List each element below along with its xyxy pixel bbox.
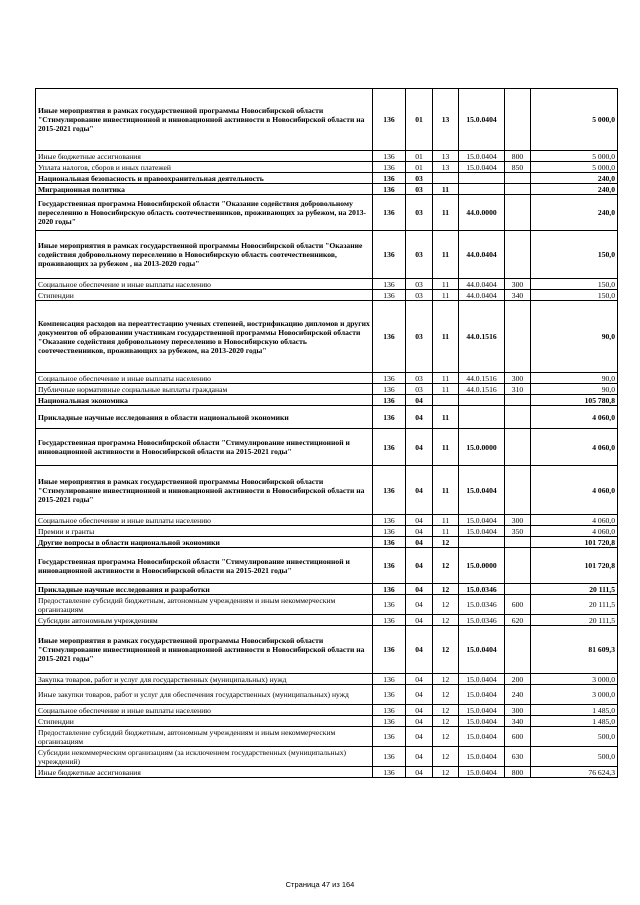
row-expense-type-cell: 850 (505, 162, 531, 173)
row-ved-cell: 136 (373, 279, 406, 290)
row-expense-type-cell: 240 (505, 685, 531, 705)
row-subsection-cell: 12 (433, 595, 459, 615)
row-section-cell: 01 (406, 162, 433, 173)
row-ved-cell: 136 (373, 526, 406, 537)
row-subsection-cell: 11 (433, 526, 459, 537)
row-section-cell: 04 (406, 674, 433, 685)
row-name-cell: Премии и гранты (36, 526, 373, 537)
row-ved-cell: 136 (373, 685, 406, 705)
row-sum-cell: 90,0 (531, 373, 618, 384)
row-subsection-cell: 11 (433, 301, 459, 373)
row-target-code-cell: 44.0.1516 (459, 373, 505, 384)
table-row (36, 526, 618, 537)
table-row (36, 279, 618, 290)
row-name-cell: Субсидии автономным учреждениям (36, 615, 373, 626)
row-subsection-cell: 12 (433, 615, 459, 626)
row-section-cell: 04 (406, 767, 433, 778)
row-subsection-cell: 11 (433, 373, 459, 384)
row-expense-type-cell (505, 184, 531, 195)
row-target-code-cell: 15.0.0346 (459, 615, 505, 626)
row-target-code-cell: 15.0.0404 (459, 747, 505, 767)
row-subsection-cell: 12 (433, 716, 459, 727)
table-row (36, 290, 618, 301)
table-row (36, 767, 618, 778)
row-target-code-cell: 15.0.0346 (459, 595, 505, 615)
table-row (36, 231, 618, 279)
row-sum-cell: 1 485,0 (531, 716, 618, 727)
table-row (36, 395, 618, 406)
row-sum-cell: 90,0 (531, 301, 618, 373)
table-row (36, 537, 618, 548)
row-expense-type-cell: 350 (505, 526, 531, 537)
row-subsection-cell: 12 (433, 705, 459, 716)
row-ved-cell: 136 (373, 406, 406, 429)
row-expense-type-cell: 630 (505, 747, 531, 767)
table-row (36, 151, 618, 162)
row-section-cell: 03 (406, 384, 433, 395)
row-sum-cell: 81 609,3 (531, 626, 618, 674)
row-expense-type-cell: 340 (505, 716, 531, 727)
row-ved-cell: 136 (373, 89, 406, 151)
row-sum-cell: 4 060,0 (531, 466, 618, 515)
row-subsection-cell: 11 (433, 184, 459, 195)
row-section-cell: 01 (406, 89, 433, 151)
row-expense-type-cell (505, 406, 531, 429)
row-name-cell: Компенсация расходов на переаттестацию ученых степеней, нострификацию дипломов и других документов об образовании участникам государственной программы Новосибирской области "Оказание содействия добровольному переселению в Новосибирскую область соотечественников, проживающих за рубежом, на 2013-2020 годы" (36, 301, 373, 373)
row-target-code-cell: 15.0.0404 (459, 526, 505, 537)
row-section-cell: 04 (406, 626, 433, 674)
row-target-code-cell (459, 173, 505, 184)
table-row (36, 615, 618, 626)
row-target-code-cell: 44.0.1516 (459, 384, 505, 395)
row-section-cell: 04 (406, 685, 433, 705)
row-subsection-cell: 11 (433, 515, 459, 526)
row-name-cell: Иные бюджетные ассигнования (36, 767, 373, 778)
row-section-cell: 04 (406, 548, 433, 584)
row-target-code-cell: 15.0.0404 (459, 515, 505, 526)
row-section-cell: 04 (406, 716, 433, 727)
table-row (36, 89, 618, 151)
row-sum-cell: 4 060,0 (531, 429, 618, 466)
row-subsection-cell: 11 (433, 406, 459, 429)
row-expense-type-cell (505, 537, 531, 548)
page-number-label: Страница 47 из 164 (285, 880, 355, 889)
table-row (36, 515, 618, 526)
row-subsection-cell: 12 (433, 674, 459, 685)
row-target-code-cell: 44.0.0404 (459, 290, 505, 301)
row-subsection-cell (433, 395, 459, 406)
row-sum-cell: 4 060,0 (531, 406, 618, 429)
table-row (36, 626, 618, 674)
row-expense-type-cell: 310 (505, 384, 531, 395)
row-expense-type-cell (505, 301, 531, 373)
row-sum-cell: 3 000,0 (531, 685, 618, 705)
row-ved-cell: 136 (373, 290, 406, 301)
budget-page (35, 88, 617, 778)
row-expense-type-cell (505, 195, 531, 231)
row-section-cell: 04 (406, 406, 433, 429)
row-sum-cell: 101 720,8 (531, 537, 618, 548)
table-row (36, 429, 618, 466)
row-sum-cell: 20 111,5 (531, 615, 618, 626)
row-target-code-cell (459, 537, 505, 548)
row-target-code-cell: 15.0.0000 (459, 429, 505, 466)
table-row (36, 548, 618, 584)
row-sum-cell: 101 720,8 (531, 548, 618, 584)
table-body (36, 89, 618, 778)
row-subsection-cell: 13 (433, 162, 459, 173)
table-row (36, 584, 618, 595)
table-row (36, 466, 618, 515)
row-subsection-cell: 12 (433, 685, 459, 705)
row-expense-type-cell: 800 (505, 151, 531, 162)
row-sum-cell: 3 000,0 (531, 674, 618, 685)
table-row (36, 195, 618, 231)
row-section-cell: 04 (406, 395, 433, 406)
row-subsection-cell: 13 (433, 89, 459, 151)
row-name-cell: Иные мероприятия в рамках государственной программы Новосибирской области "Оказание содействия добровольному переселению в Новосибирскую область соотечественников, проживающих за рубежом , на 2013-2020 годы" (36, 231, 373, 279)
row-name-cell: Национальная безопасность и правоохранительная деятельность (36, 173, 373, 184)
row-ved-cell: 136 (373, 615, 406, 626)
row-target-code-cell: 15.0.0404 (459, 162, 505, 173)
row-ved-cell: 136 (373, 537, 406, 548)
row-sum-cell: 20 111,5 (531, 595, 618, 615)
row-expense-type-cell: 800 (505, 767, 531, 778)
row-name-cell: Социальное обеспечение и иные выплаты населению (36, 515, 373, 526)
row-name-cell: Предоставление субсидий бюджетным, автономным учреждениям и иным некоммерческим организациям (36, 595, 373, 615)
table-row (36, 685, 618, 705)
row-sum-cell: 76 624,3 (531, 767, 618, 778)
row-sum-cell: 20 111,5 (531, 584, 618, 595)
row-expense-type-cell: 300 (505, 705, 531, 716)
row-target-code-cell (459, 395, 505, 406)
row-subsection-cell: 12 (433, 767, 459, 778)
table-row (36, 301, 618, 373)
row-section-cell: 03 (406, 373, 433, 384)
row-target-code-cell: 44.0.0404 (459, 279, 505, 290)
row-sum-cell: 105 780,8 (531, 395, 618, 406)
row-target-code-cell: 15.0.0404 (459, 716, 505, 727)
row-target-code-cell (459, 184, 505, 195)
row-section-cell: 03 (406, 279, 433, 290)
row-ved-cell: 136 (373, 747, 406, 767)
page-footer (0, 880, 640, 889)
row-target-code-cell: 15.0.0404 (459, 466, 505, 515)
row-name-cell: Государственная программа Новосибирской области "Стимулирование инвестиционной и инновационной активности в Новосибирской области на 2015-2021 годы" (36, 548, 373, 584)
row-name-cell: Иные закупки товаров, работ и услуг для обеспечения государственных (муниципальных) нужд (36, 685, 373, 705)
row-subsection-cell: 12 (433, 584, 459, 595)
row-ved-cell: 136 (373, 705, 406, 716)
table-row (36, 674, 618, 685)
row-sum-cell: 5 000,0 (531, 162, 618, 173)
row-ved-cell: 136 (373, 727, 406, 747)
row-ved-cell: 136 (373, 231, 406, 279)
row-ved-cell: 136 (373, 584, 406, 595)
row-ved-cell: 136 (373, 301, 406, 373)
row-ved-cell: 136 (373, 429, 406, 466)
row-name-cell: Другие вопросы в области национальной экономики (36, 537, 373, 548)
row-ved-cell: 136 (373, 716, 406, 727)
table-row (36, 595, 618, 615)
row-ved-cell: 136 (373, 515, 406, 526)
row-section-cell: 04 (406, 537, 433, 548)
row-subsection-cell: 11 (433, 279, 459, 290)
row-expense-type-cell: 620 (505, 615, 531, 626)
row-name-cell: Социальное обеспечение и иные выплаты населению (36, 373, 373, 384)
row-expense-type-cell (505, 429, 531, 466)
row-subsection-cell: 12 (433, 727, 459, 747)
row-expense-type-cell: 300 (505, 515, 531, 526)
row-name-cell: Стипендии (36, 716, 373, 727)
table-row (36, 173, 618, 184)
row-expense-type-cell: 200 (505, 674, 531, 685)
row-subsection-cell: 11 (433, 290, 459, 301)
row-name-cell: Иные мероприятия в рамках государственной программы Новосибирской области "Стимулирование инвестиционной и инновационной активности в Новосибирской области на 2015-2021 годы" (36, 626, 373, 674)
row-section-cell: 04 (406, 526, 433, 537)
row-expense-type-cell: 340 (505, 290, 531, 301)
row-target-code-cell: 15.0.0404 (459, 767, 505, 778)
row-section-cell: 04 (406, 747, 433, 767)
row-target-code-cell: 15.0.0404 (459, 626, 505, 674)
row-expense-type-cell (505, 466, 531, 515)
row-expense-type-cell (505, 173, 531, 184)
row-section-cell: 01 (406, 151, 433, 162)
row-ved-cell: 136 (373, 674, 406, 685)
row-section-cell: 04 (406, 584, 433, 595)
row-ved-cell: 136 (373, 395, 406, 406)
row-target-code-cell: 15.0.0346 (459, 584, 505, 595)
row-name-cell: Субсидии некоммерческим организациям (за исключением государственных (муниципальных) учреждений) (36, 747, 373, 767)
row-sum-cell: 240,0 (531, 195, 618, 231)
row-ved-cell: 136 (373, 466, 406, 515)
row-subsection-cell: 12 (433, 626, 459, 674)
row-name-cell: Публичные нормативные социальные выплаты гражданам (36, 384, 373, 395)
row-section-cell: 03 (406, 173, 433, 184)
row-name-cell: Прикладные научные исследования в области национальной экономики (36, 406, 373, 429)
row-ved-cell: 136 (373, 162, 406, 173)
row-section-cell: 04 (406, 466, 433, 515)
row-name-cell: Уплата налогов, сборов и иных платежей (36, 162, 373, 173)
table-row (36, 184, 618, 195)
row-subsection-cell: 11 (433, 195, 459, 231)
row-ved-cell: 136 (373, 373, 406, 384)
row-name-cell: Иные мероприятия в рамках государственной программы Новосибирской области "Стимулирование инвестиционной и инновационной активности в Новосибирской области на 2015-2021 годы" (36, 466, 373, 515)
row-section-cell: 04 (406, 515, 433, 526)
row-subsection-cell: 12 (433, 747, 459, 767)
row-subsection-cell: 11 (433, 231, 459, 279)
row-ved-cell: 136 (373, 767, 406, 778)
row-sum-cell: 5 000,0 (531, 89, 618, 151)
row-ved-cell: 136 (373, 548, 406, 584)
row-section-cell: 03 (406, 231, 433, 279)
row-name-cell: Социальное обеспечение и иные выплаты населению (36, 279, 373, 290)
row-name-cell: Социальное обеспечение и иные выплаты населению (36, 705, 373, 716)
row-target-code-cell: 15.0.0404 (459, 89, 505, 151)
table-row (36, 162, 618, 173)
row-section-cell: 04 (406, 705, 433, 716)
table-row (36, 727, 618, 747)
table-row (36, 705, 618, 716)
row-target-code-cell: 44.0.0404 (459, 231, 505, 279)
table-row (36, 373, 618, 384)
table-row (36, 384, 618, 395)
row-expense-type-cell: 300 (505, 279, 531, 290)
row-name-cell: Государственная программа Новосибирской области "Оказание содействия добровольному переселению в Новосибирскую область соотечественников, проживающих за рубежом, на 2013-2020 годы" (36, 195, 373, 231)
table-row (36, 406, 618, 429)
row-expense-type-cell: 300 (505, 373, 531, 384)
row-expense-type-cell (505, 231, 531, 279)
row-expense-type-cell (505, 584, 531, 595)
row-target-code-cell: 44.0.0000 (459, 195, 505, 231)
row-subsection-cell: 13 (433, 151, 459, 162)
row-sum-cell: 4 060,0 (531, 515, 618, 526)
row-sum-cell: 1 485,0 (531, 705, 618, 716)
row-name-cell: Закупка товаров, работ и услуг для государственных (муниципальных) нужд (36, 674, 373, 685)
row-expense-type-cell (505, 89, 531, 151)
row-section-cell: 04 (406, 615, 433, 626)
row-target-code-cell: 15.0.0000 (459, 548, 505, 584)
row-sum-cell: 4 060,0 (531, 526, 618, 537)
table-row (36, 747, 618, 767)
row-name-cell: Миграционная политика (36, 184, 373, 195)
row-expense-type-cell: 600 (505, 727, 531, 747)
row-ved-cell: 136 (373, 195, 406, 231)
row-expense-type-cell (505, 626, 531, 674)
row-target-code-cell: 15.0.0404 (459, 151, 505, 162)
row-subsection-cell: 12 (433, 548, 459, 584)
row-name-cell: Национальная экономика (36, 395, 373, 406)
row-section-cell: 04 (406, 727, 433, 747)
row-name-cell: Иные мероприятия в рамках государственной программы Новосибирской области "Стимулирование инвестиционной и инновационной активности в Новосибирской области на 2015-2021 годы" (36, 89, 373, 151)
row-name-cell: Иные бюджетные ассигнования (36, 151, 373, 162)
row-target-code-cell: 15.0.0404 (459, 674, 505, 685)
row-expense-type-cell: 600 (505, 595, 531, 615)
row-subsection-cell: 11 (433, 429, 459, 466)
row-ved-cell: 136 (373, 595, 406, 615)
row-target-code-cell: 15.0.0404 (459, 727, 505, 747)
row-name-cell: Стипендии (36, 290, 373, 301)
row-section-cell: 03 (406, 290, 433, 301)
row-sum-cell: 500,0 (531, 727, 618, 747)
row-expense-type-cell (505, 548, 531, 584)
row-sum-cell: 150,0 (531, 290, 618, 301)
row-name-cell: Предоставление субсидий бюджетным, автономным учреждениям и иным некоммерческим организациям (36, 727, 373, 747)
row-ved-cell: 136 (373, 626, 406, 674)
row-ved-cell: 136 (373, 151, 406, 162)
row-target-code-cell: 15.0.0404 (459, 685, 505, 705)
row-sum-cell: 150,0 (531, 279, 618, 290)
budget-table (35, 88, 618, 778)
row-name-cell: Государственная программа Новосибирской области "Стимулирование инвестиционной и инновационной активности в Новосибирской области на 2015-2021 годы" (36, 429, 373, 466)
row-sum-cell: 240,0 (531, 173, 618, 184)
row-target-code-cell: 44.0.1516 (459, 301, 505, 373)
table-row (36, 716, 618, 727)
row-target-code-cell (459, 406, 505, 429)
row-subsection-cell: 11 (433, 384, 459, 395)
row-ved-cell: 136 (373, 184, 406, 195)
row-subsection-cell: 12 (433, 537, 459, 548)
row-section-cell: 03 (406, 184, 433, 195)
row-section-cell: 03 (406, 301, 433, 373)
row-sum-cell: 240,0 (531, 184, 618, 195)
row-ved-cell: 136 (373, 384, 406, 395)
row-section-cell: 03 (406, 195, 433, 231)
row-target-code-cell: 15.0.0404 (459, 705, 505, 716)
row-section-cell: 04 (406, 429, 433, 466)
row-name-cell: Прикладные научные исследования и разработки (36, 584, 373, 595)
row-expense-type-cell (505, 395, 531, 406)
row-sum-cell: 5 000,0 (531, 151, 618, 162)
row-sum-cell: 90,0 (531, 384, 618, 395)
row-sum-cell: 500,0 (531, 747, 618, 767)
row-subsection-cell: 11 (433, 466, 459, 515)
row-sum-cell: 150,0 (531, 231, 618, 279)
row-ved-cell: 136 (373, 173, 406, 184)
row-section-cell: 04 (406, 595, 433, 615)
row-subsection-cell (433, 173, 459, 184)
